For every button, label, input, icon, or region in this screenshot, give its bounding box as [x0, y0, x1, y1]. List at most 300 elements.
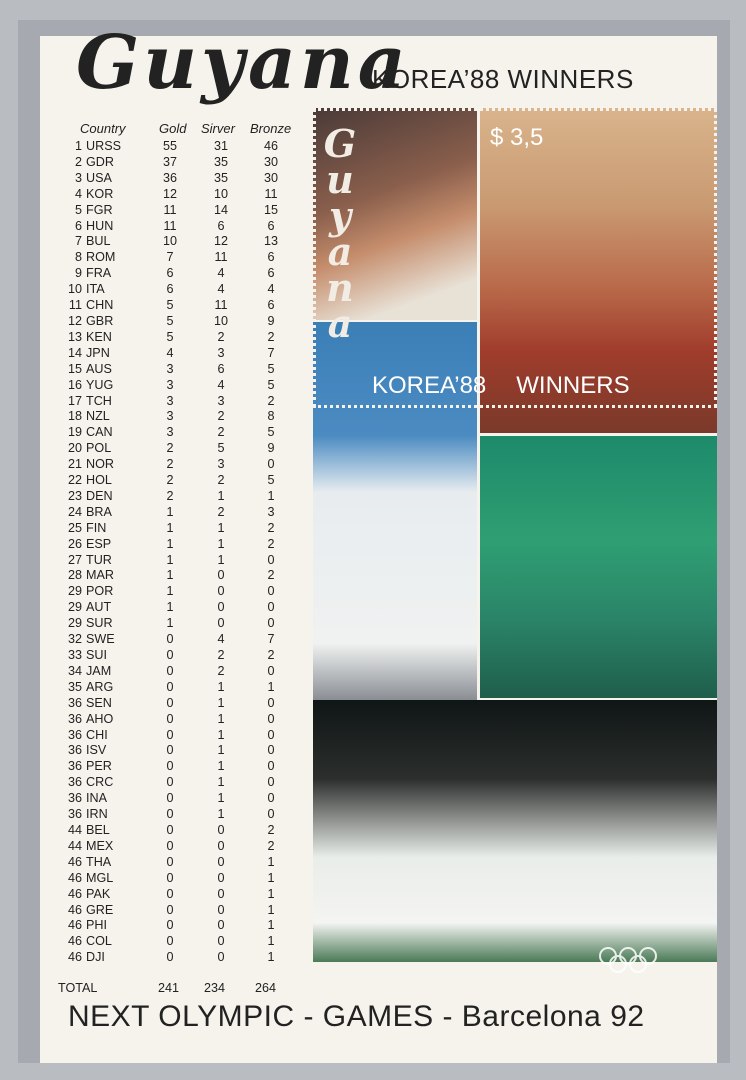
- country-cell: FRA: [86, 266, 112, 281]
- rank-cell: 32: [67, 632, 82, 647]
- gold-cell: 10: [162, 234, 177, 249]
- bronze-cell: 0: [267, 791, 275, 806]
- bronze-cell: 1: [267, 886, 275, 901]
- gold-cell: 37: [162, 154, 177, 169]
- country-cell: URSS: [86, 139, 121, 153]
- bronze-cell: 1: [267, 950, 275, 965]
- bronze-cell: 0: [267, 663, 275, 678]
- country-cell: NOR: [86, 457, 114, 472]
- country-cell: HOL: [86, 473, 112, 488]
- stamp-brand-vertical: G u y a n a: [323, 121, 357, 347]
- bronze-cell: 0: [267, 711, 275, 726]
- rank-cell: 5: [74, 202, 82, 217]
- gold-cell: 12: [162, 186, 177, 201]
- country-cell: GDR: [86, 154, 114, 169]
- bronze-cell: 3: [267, 504, 275, 519]
- bronze-cell: 5: [267, 377, 275, 392]
- bronze-cell: 0: [267, 584, 275, 599]
- rank-cell: 21: [67, 457, 82, 472]
- rank-cell: 25: [67, 520, 82, 535]
- rank-cell: 46: [67, 854, 82, 869]
- silver-cell: 10: [213, 313, 228, 328]
- bronze-cell: 2: [267, 822, 275, 837]
- silver-cell: 4: [217, 282, 225, 297]
- rank-cell: 44: [67, 838, 82, 853]
- country-cell: BRA: [86, 504, 112, 519]
- bronze-cell: 2: [267, 329, 275, 344]
- table-row: [58, 171, 296, 187]
- country-cell: ROM: [86, 250, 116, 265]
- country-cell: SUR: [86, 616, 113, 631]
- gold-cell: 0: [166, 711, 174, 726]
- gold-cell: 11: [163, 218, 177, 233]
- bronze-cell: 8: [267, 409, 275, 424]
- bronze-cell: 0: [267, 775, 275, 790]
- silver-cell: 1: [217, 536, 225, 551]
- table-row: [58, 425, 296, 441]
- gold-cell: 0: [166, 632, 174, 647]
- header-silver: Sirver: [201, 121, 235, 136]
- country-cell: POR: [86, 584, 114, 599]
- rank-cell: 36: [67, 727, 82, 742]
- bronze-cell: 2: [267, 520, 275, 535]
- gold-cell: 5: [166, 329, 174, 344]
- header-gold: Gold: [159, 121, 187, 136]
- silver-cell: 1: [217, 727, 225, 742]
- rank-cell: 26: [67, 536, 82, 551]
- silver-cell: 2: [217, 329, 225, 344]
- stamp-caption-left: KOREA’88: [372, 372, 487, 399]
- table-row: [58, 553, 296, 569]
- rank-cell: 46: [67, 918, 82, 933]
- gold-cell: 6: [166, 282, 174, 297]
- gold-cell: 1: [166, 616, 174, 631]
- gold-cell: 3: [166, 425, 174, 440]
- country-cell: ISV: [86, 743, 107, 758]
- silver-cell: 1: [217, 488, 225, 503]
- table-row: [58, 346, 296, 362]
- stamp-value: $ 3,5: [490, 124, 544, 151]
- country-cell: TCH: [86, 393, 112, 408]
- rank-cell: 33: [67, 648, 82, 662]
- bronze-cell: 46: [263, 139, 278, 153]
- table-row: [58, 409, 296, 425]
- rank-cell: 22: [67, 473, 82, 488]
- silver-cell: 0: [217, 600, 225, 615]
- stamp-caption-right: WINNERS: [516, 372, 630, 399]
- silver-cell: 0: [217, 822, 225, 837]
- table-row: [58, 950, 296, 966]
- rank-cell: 36: [67, 759, 82, 774]
- table-row: [58, 759, 296, 775]
- table-row: [58, 378, 296, 394]
- silver-cell: 1: [217, 759, 225, 774]
- silver-cell: 0: [217, 902, 225, 917]
- table-row: [58, 362, 296, 378]
- silver-cell: 2: [217, 409, 225, 424]
- silver-cell: 10: [213, 186, 228, 201]
- country-cell: CAN: [86, 425, 113, 440]
- gold-cell: 0: [166, 807, 174, 822]
- table-row: [58, 664, 296, 680]
- country-cell: AUS: [86, 361, 112, 376]
- gold-cell: 0: [166, 950, 174, 965]
- gold-cell: 0: [166, 886, 174, 901]
- country-cell: CRC: [86, 775, 114, 790]
- country-cell: FGR: [86, 202, 113, 217]
- rank-cell: 35: [67, 679, 82, 694]
- table-row: [58, 743, 296, 759]
- bronze-cell: 0: [267, 759, 275, 774]
- country-cell: CHI: [86, 727, 108, 742]
- rank-cell: 27: [67, 552, 82, 567]
- table-row: [58, 855, 296, 871]
- rank-cell: 46: [67, 870, 82, 885]
- gold-cell: 1: [166, 520, 174, 535]
- gold-cell: 2: [166, 488, 174, 503]
- gold-cell: 0: [166, 934, 174, 949]
- rank-cell: 36: [67, 775, 82, 790]
- gold-cell: 0: [166, 759, 174, 774]
- gold-cell: 0: [166, 775, 174, 790]
- rank-cell: 16: [67, 377, 82, 392]
- country-cell: MAR: [86, 568, 114, 583]
- rank-cell: 17: [67, 393, 82, 408]
- rank-cell: 12: [67, 313, 82, 328]
- rank-cell: 36: [67, 743, 82, 758]
- bronze-cell: 5: [267, 425, 275, 440]
- silver-cell: 0: [217, 870, 225, 885]
- table-row: [58, 537, 296, 553]
- table-row: [58, 234, 296, 250]
- gold-cell: 0: [166, 854, 174, 869]
- silver-cell: 11: [214, 298, 228, 313]
- table-row: [58, 330, 296, 346]
- table-row: [58, 775, 296, 791]
- silver-cell: 0: [217, 918, 225, 933]
- silver-cell: 1: [217, 791, 225, 806]
- gold-cell: 0: [166, 743, 174, 758]
- bronze-cell: 30: [263, 154, 278, 169]
- bronze-cell: 1: [267, 902, 275, 917]
- rank-cell: 14: [67, 345, 82, 360]
- silver-cell: 0: [217, 854, 225, 869]
- rank-cell: 15: [67, 361, 82, 376]
- rank-cell: 13: [67, 329, 82, 344]
- table-row: [58, 648, 296, 664]
- gold-cell: 3: [166, 377, 174, 392]
- rank-cell: 29: [67, 584, 82, 599]
- country-cell: JPN: [86, 345, 110, 360]
- country-cell: DJI: [86, 950, 105, 965]
- table-row: [58, 632, 296, 648]
- table-row: [58, 139, 296, 155]
- bronze-cell: 2: [267, 568, 275, 583]
- bronze-cell: 0: [267, 727, 275, 742]
- gold-cell: 0: [166, 838, 174, 853]
- table-row: [58, 934, 296, 950]
- table-row: [58, 791, 296, 807]
- country-cell: INA: [86, 791, 107, 806]
- table-row: [58, 505, 296, 521]
- rank-cell: 6: [74, 218, 82, 233]
- silver-cell: 1: [217, 695, 225, 710]
- bronze-cell: 5: [267, 473, 275, 488]
- table-row: [58, 250, 296, 266]
- table-row: [58, 839, 296, 855]
- country-cell: GRE: [86, 902, 114, 917]
- country-cell: KEN: [86, 329, 112, 344]
- table-row: [58, 473, 296, 489]
- table-row: [58, 584, 296, 600]
- silver-cell: 1: [217, 711, 225, 726]
- rank-cell: 46: [67, 950, 82, 965]
- bronze-cell: 1: [267, 679, 275, 694]
- bronze-cell: 0: [267, 457, 275, 472]
- country-cell: HUN: [86, 218, 114, 233]
- country-cell: PER: [86, 759, 112, 774]
- rank-cell: 36: [67, 695, 82, 710]
- gold-cell: 0: [166, 727, 174, 742]
- rank-cell: 11: [68, 298, 82, 313]
- silver-cell: 0: [217, 838, 225, 853]
- silver-cell: 1: [217, 520, 225, 535]
- country-cell: USA: [86, 170, 112, 185]
- silver-cell: 14: [213, 202, 228, 217]
- gold-cell: 36: [162, 170, 177, 185]
- table-row: [58, 489, 296, 505]
- bronze-cell: 9: [267, 313, 275, 328]
- country-cell: BUL: [86, 234, 111, 249]
- gold-cell: 1: [166, 504, 174, 519]
- gold-cell: 2: [166, 441, 174, 456]
- gold-cell: 5: [166, 313, 174, 328]
- silver-cell: 0: [217, 950, 225, 965]
- table-row: [58, 600, 296, 616]
- rank-cell: 19: [67, 425, 82, 440]
- gold-cell: 5: [166, 298, 174, 313]
- bronze-cell: 0: [267, 616, 275, 631]
- gold-cell: 1: [166, 536, 174, 551]
- country-cell: POL: [86, 441, 112, 456]
- rank-cell: 8: [74, 250, 82, 265]
- silver-cell: 35: [213, 170, 228, 185]
- rank-cell: 3: [74, 170, 82, 185]
- country-cell: PHI: [86, 918, 107, 933]
- silver-cell: 0: [217, 584, 225, 599]
- gold-cell: 2: [166, 457, 174, 472]
- table-row: [58, 807, 296, 823]
- silver-cell: 6: [217, 361, 225, 376]
- table-row: [58, 394, 296, 410]
- bronze-cell: 6: [267, 266, 275, 281]
- silver-cell: 3: [217, 457, 225, 472]
- bronze-cell: 2: [267, 648, 275, 662]
- silver-cell: 2: [217, 663, 225, 678]
- rank-cell: 29: [67, 600, 82, 615]
- bronze-cell: 0: [267, 552, 275, 567]
- header-title: KOREA’88 WINNERS: [372, 64, 634, 94]
- country-cell: KOR: [86, 186, 114, 201]
- rank-cell: 7: [74, 234, 82, 249]
- table-row: [58, 903, 296, 919]
- table-row: [58, 696, 296, 712]
- silver-cell: 3: [217, 393, 225, 408]
- rank-cell: 28: [67, 568, 82, 583]
- silver-cell: 2: [217, 504, 225, 519]
- stamp-caption: [372, 372, 630, 400]
- bronze-cell: 5: [267, 361, 275, 376]
- rank-cell: 34: [67, 663, 82, 678]
- country-cell: SEN: [86, 695, 112, 710]
- rank-cell: 44: [67, 822, 82, 837]
- silver-cell: 1: [217, 679, 225, 694]
- country-cell: NZL: [86, 409, 110, 424]
- silver-cell: 2: [217, 648, 225, 662]
- photo-podium-celebration: [313, 700, 717, 962]
- silver-cell: 2: [217, 425, 225, 440]
- table-row: [58, 918, 296, 934]
- gold-cell: 0: [166, 679, 174, 694]
- rank-cell: 23: [67, 488, 82, 503]
- country-cell: SUI: [86, 648, 107, 662]
- country-cell: GBR: [86, 313, 114, 328]
- silver-cell: 0: [217, 886, 225, 901]
- gold-cell: 1: [166, 552, 174, 567]
- country-cell: DEN: [86, 488, 113, 503]
- silver-cell: 4: [217, 632, 225, 647]
- country-cell: FIN: [86, 520, 107, 535]
- country-cell: TUR: [86, 552, 112, 567]
- gold-cell: 55: [162, 139, 177, 153]
- country-cell: MGL: [86, 870, 114, 885]
- bronze-cell: 4: [267, 282, 275, 297]
- gold-cell: 0: [166, 663, 174, 678]
- table-row: [58, 521, 296, 537]
- gold-cell: 2: [166, 473, 174, 488]
- bronze-cell: 2: [267, 393, 275, 408]
- bronze-cell: 1: [267, 488, 275, 503]
- table-row: [58, 616, 296, 632]
- country-cell: YUG: [86, 377, 114, 392]
- bronze-cell: 1: [267, 918, 275, 933]
- rank-cell: 36: [67, 711, 82, 726]
- country-cell: COL: [86, 934, 112, 949]
- country-cell: JAM: [86, 663, 112, 678]
- total-label: TOTAL: [58, 981, 98, 995]
- rank-cell: 46: [67, 886, 82, 901]
- gold-cell: 0: [166, 918, 174, 933]
- rank-cell: 46: [67, 934, 82, 949]
- rank-cell: 1: [74, 139, 82, 153]
- table-row: [58, 712, 296, 728]
- country-cell: PAK: [86, 886, 111, 901]
- silver-cell: 1: [217, 552, 225, 567]
- table-row: [58, 282, 296, 298]
- country-cell: AHO: [86, 711, 114, 726]
- olympic-rings-icon: [596, 946, 660, 974]
- footer-title: NEXT OLYMPIC - GAMES - Barcelona 92: [68, 1000, 645, 1033]
- table-row: [58, 568, 296, 584]
- silver-cell: 4: [217, 266, 225, 281]
- gold-cell: 7: [166, 250, 174, 265]
- country-cell: CHN: [86, 298, 114, 313]
- bronze-cell: 11: [264, 186, 278, 201]
- rank-cell: 9: [74, 266, 82, 281]
- silver-cell: 1: [217, 775, 225, 790]
- table-row: [58, 203, 296, 219]
- rank-cell: 36: [67, 807, 82, 822]
- gold-cell: 0: [166, 822, 174, 837]
- bronze-cell: 6: [267, 298, 275, 313]
- silver-cell: 4: [217, 377, 225, 392]
- table-row: [58, 457, 296, 473]
- silver-cell: 6: [217, 218, 225, 233]
- gold-cell: 1: [166, 584, 174, 599]
- country-cell: ITA: [86, 282, 105, 297]
- table-row: [58, 823, 296, 839]
- country-cell: SWE: [86, 632, 115, 647]
- table-row: [58, 314, 296, 330]
- table-row: [58, 728, 296, 744]
- bronze-cell: 6: [267, 250, 275, 265]
- bronze-cell: 6: [267, 218, 275, 233]
- table-row: [58, 155, 296, 171]
- bronze-cell: 1: [267, 934, 275, 949]
- medal-table: [58, 139, 296, 966]
- header-country: Country: [80, 121, 126, 136]
- gold-cell: 3: [166, 409, 174, 424]
- total-gold: 241: [158, 981, 180, 995]
- rank-cell: 4: [74, 186, 82, 201]
- silver-cell: 11: [214, 250, 228, 265]
- bronze-cell: 9: [267, 441, 275, 456]
- silver-cell: 2: [217, 473, 225, 488]
- table-row: [58, 441, 296, 457]
- gold-cell: 1: [166, 600, 174, 615]
- silver-cell: 0: [217, 568, 225, 583]
- silver-cell: 31: [213, 139, 228, 153]
- gold-cell: 4: [166, 345, 174, 360]
- rank-cell: 18: [67, 409, 82, 424]
- silver-cell: 5: [217, 441, 225, 456]
- country-cell: BEL: [86, 822, 110, 837]
- table-row: [58, 680, 296, 696]
- rank-cell: 20: [67, 441, 82, 456]
- country-cell: MEX: [86, 838, 114, 853]
- table-row: [58, 187, 296, 203]
- bronze-cell: 0: [267, 695, 275, 710]
- gold-cell: 6: [166, 266, 174, 281]
- bronze-cell: 0: [267, 743, 275, 758]
- rank-cell: 46: [67, 902, 82, 917]
- gold-cell: 0: [166, 695, 174, 710]
- country-cell: ARG: [86, 679, 114, 694]
- gold-cell: 1: [166, 568, 174, 583]
- table-row: [58, 298, 296, 314]
- country-cell: ESP: [86, 536, 112, 551]
- bronze-cell: 0: [267, 807, 275, 822]
- gold-cell: 3: [166, 393, 174, 408]
- bronze-cell: 2: [267, 838, 275, 853]
- bronze-cell: 2: [267, 536, 275, 551]
- photo-tennis-player: [480, 436, 717, 698]
- gold-cell: 0: [166, 902, 174, 917]
- table-row: [58, 871, 296, 887]
- rank-cell: 36: [67, 791, 82, 806]
- rank-cell: 29: [67, 616, 82, 631]
- gold-cell: 11: [163, 202, 177, 217]
